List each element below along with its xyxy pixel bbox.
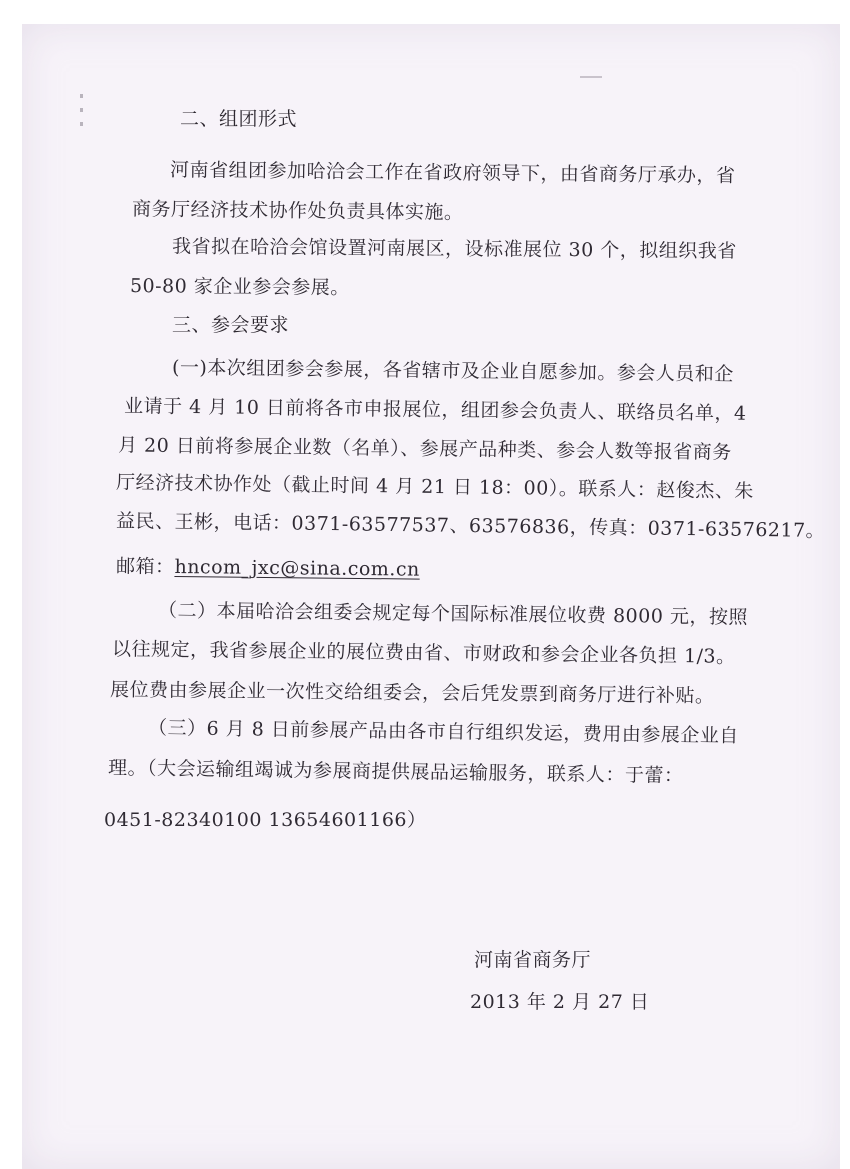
- paragraph-line: 理。（大会运输组竭诚为参展商提供展品运输服务，联系人：于蕾：: [107, 756, 684, 788]
- paragraph-line: （三）6 月 8 日前参展产品由各市自行组织发运，费用由参展企业自: [147, 716, 739, 748]
- paragraph-line: 我省拟在哈洽会馆设置河南展区，设标准展位 30 个，拟组织我省: [171, 235, 737, 263]
- signature-date: 2013 年 2 月 27 日: [470, 991, 650, 1013]
- paragraph-line: 以往规定，我省参展企业的展位费由省、市财政和参会企业各负担 1/3。: [111, 638, 736, 668]
- paragraph-line: (一)本次组团参会参展，各省辖市及企业自愿参加。参会人员和企: [171, 356, 734, 386]
- scan-artifact-mark: [580, 76, 602, 78]
- section-heading-requirements: 三、参会要求: [172, 314, 290, 336]
- paragraph-line: 月 20 日前将参展企业数（名单）、参展产品种类、参会人数等报省商务: [117, 434, 732, 464]
- paragraph-line: 0451-82340100 13654601166）: [104, 809, 427, 831]
- email-label: 邮箱：: [115, 555, 175, 579]
- paragraph-line: 厅经济技术协作处（截止时间 4 月 21 日 18：00）。联系人：赵俊杰、朱: [115, 471, 754, 503]
- signature-organization: 河南省商务厅: [474, 949, 592, 971]
- email-link[interactable]: hncom_jxc@sina.com.cn: [174, 556, 420, 581]
- paragraph-line: 展位费由参展企业一次性交给组委会，会后凭发票到商务厅进行补贴。: [109, 678, 715, 708]
- paragraph-line: 业请于 4 月 10 日前将各市申报展位，组团参会负责人、联络员名单，4: [123, 395, 747, 425]
- scan-artifact: [80, 94, 86, 154]
- paragraph-line: 益民、王彬，电话：0371-63577537、63576836，传真：0371-63576217。: [115, 510, 826, 542]
- section-heading-organization: 二、组团形式: [180, 108, 298, 130]
- paragraph-line: （二）本届哈洽会组委会规定每个国际标准展位收费 8000 元，按照: [157, 599, 749, 629]
- email-line: [116, 554, 420, 581]
- paragraph-line: 50-80 家企业参会参展。: [129, 275, 350, 299]
- paragraph-line: 商务厅经济技术协作处负责具体实施。: [131, 198, 464, 224]
- paragraph-line: 河南省组团参加哈洽会工作在省政府领导下，由省商务厅承办，省: [169, 159, 736, 187]
- document-page: [22, 24, 840, 1169]
